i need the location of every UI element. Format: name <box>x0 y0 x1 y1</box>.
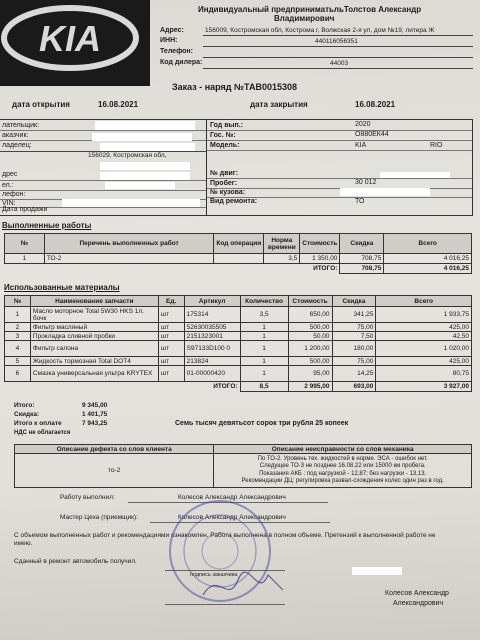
works-table <box>4 233 472 274</box>
mileage-value: 30 012 <box>355 179 377 186</box>
performed-label: Работу выполнил: <box>60 494 115 501</box>
sale-date-label: Дата продажи <box>2 206 48 213</box>
mechanic-note: Рекомендации ДЦ: регулировка развал-схождения колес один раз в год. <box>241 478 444 484</box>
open-date: 16.08.2021 <box>98 100 139 109</box>
signature-caption: подпись заказчика <box>190 572 238 578</box>
materials-header-discount: Скидка <box>332 296 376 307</box>
phone-label: Телефон: <box>160 48 193 55</box>
total-in-words: Семь тысяч девятьсот сорок три рубля 25 копеек <box>175 420 349 427</box>
close-date-label: дата закрытия <box>250 100 308 109</box>
materials-header-unit: Ед. <box>158 296 184 307</box>
defects-client-header: Описание дефекта со слов клиента <box>15 445 214 454</box>
discount-value: 1 401,75 <box>82 411 108 418</box>
redaction <box>380 172 450 178</box>
works-section-title: Выполненные работы <box>2 221 92 230</box>
materials-section-title: Использованные материалы <box>4 283 120 292</box>
engine-label: № двиг: <box>210 170 239 177</box>
dealer-value: 44003 <box>330 60 349 67</box>
defects-mechanic-header: Описание неисправности со слов механика <box>214 445 472 454</box>
final-name-2: Александрович <box>393 600 444 607</box>
repair-type-label: Вид ремонта: <box>210 198 258 205</box>
plate-label: Гос. №: <box>210 132 236 139</box>
materials-header-article: Артикул <box>184 296 240 307</box>
company-name-line1: Индивидуальный предприниматьльТолстов Александр <box>198 5 422 14</box>
address-label: Адрес: <box>160 27 184 34</box>
nds-note: НДС не облагается <box>14 430 71 436</box>
year-label: Год вып.: <box>210 122 243 129</box>
works-header-norm: Норма времени <box>264 234 300 254</box>
svg-text:KIA: KIA <box>39 18 101 59</box>
materials-header-num: № <box>5 296 31 307</box>
open-date-label: дата открытия <box>12 100 70 109</box>
agreement-text: С объемом выполненных работ и рекомендациями ознакомлен. Работа выполнена в полном объеме. Претензий к выполненной работе не <box>14 532 436 539</box>
year-value: 2020 <box>355 121 371 128</box>
model-make: KIA <box>355 142 367 149</box>
owner-label: ладелец: <box>2 142 32 149</box>
redaction <box>100 162 190 170</box>
materials-header-qty: Количество <box>240 296 288 307</box>
close-date: 16.08.2021 <box>355 100 396 109</box>
materials-header-cost: Стоимость <box>288 296 332 307</box>
pay-label: Итого к оплате <box>14 420 62 427</box>
body-number-label: № кузова: <box>210 189 246 196</box>
table-row: 3 Прокладка сливной пробки шт 2151323001 1 50,00 7,50 42,50 <box>5 332 472 341</box>
model-label: Модель: <box>210 142 240 149</box>
address-value: 156009, Костромская обл, Кострома г, Волжская 2-я ул, дом №19, литера Ж <box>205 27 435 34</box>
kia-logo-icon <box>0 0 150 86</box>
itogo-value: 9 345,00 <box>82 402 108 409</box>
materials-total-row: ИТОГО: 8,5 2 995,00 693,00 3 927,00 <box>5 382 472 392</box>
works-header-code: Код операции <box>214 234 264 254</box>
signature-scribble-icon <box>198 560 288 610</box>
works-header-name: Перечень выполненных работ <box>44 234 214 254</box>
mechanic-note: По ТО-2. Уровень тех. жидкостей в норме. ЭСА - ошибок нет. <box>257 455 428 462</box>
vin-label: VIN: <box>2 200 16 207</box>
client-phone2-label: лефон: <box>2 191 26 198</box>
client-phone-label: ел.: <box>2 182 14 189</box>
kia-logo <box>0 0 150 86</box>
owner-address: 156029, Костромская обл, <box>88 152 167 159</box>
table-row: 2 Фильтр масляный шт 52630035505 1 500,00 75,00 425,00 <box>5 323 472 332</box>
mechanic-note: Следущее ТО-3 не позднее 16.08.22 или 15000 км пробега. <box>259 463 426 469</box>
works-header-num: № <box>5 234 45 254</box>
inn-label: ИНН: <box>160 37 178 44</box>
redaction <box>95 121 195 130</box>
master-label: Мастер Цеха (приемщик): <box>60 514 138 521</box>
defects-table <box>14 444 472 488</box>
order-title: Заказ - наряд №ТАВ0015308 <box>172 82 298 92</box>
mechanic-note: Показания АКБ : под нагрузкой - 12,87; без нагрузки - 13,13. <box>259 470 427 477</box>
mileage-label: Пробег: <box>210 180 238 187</box>
discount-label: Скидка: <box>14 411 40 418</box>
materials-table <box>4 295 472 392</box>
agreement-text-2: имею. <box>14 540 33 547</box>
pay-value: 7 943,25 <box>82 420 108 427</box>
final-name-1: Колесов Александр <box>385 590 449 597</box>
table-row: то-2 По ТО-2. Уровень тех. жидкостей в норме. ЭСА - ошибок нет. Следущее ТО-3 не позднее 16.08.22 или 15000 км пробега. Показания АКБ : под нагрузкой - 12,87; без нагрузки - 13,13. Рекомендации ДЦ: регулировка развал-схождения колес один раз в год. <box>15 454 472 488</box>
repair-type-value: ТО <box>355 198 365 205</box>
redaction <box>100 143 195 151</box>
works-header-total: Всего <box>384 234 472 254</box>
plate-value: О880ЕК44 <box>355 131 389 138</box>
company-name-line2: Владимирович <box>274 14 335 23</box>
works-total-row: ИТОГО: 708,75 4 016,25 <box>5 264 472 274</box>
performed-name: Колесов Александр Александрович <box>178 494 286 501</box>
materials-header-total: Всего <box>376 296 472 307</box>
redaction <box>92 133 192 141</box>
itogo-label: Итого: <box>14 402 35 409</box>
redaction <box>352 567 402 575</box>
works-header-cost: Стоимость <box>300 234 340 254</box>
table-row: 1 Масло моторное Total 5W30 HKS 1л. бочк шт 175314 3,5 650,00 341,25 1 933,75 <box>5 307 472 323</box>
table-row: 4 Фильтр салона шт S97133D100 0 1 1 200,00 180,00 1 020,00 <box>5 341 472 357</box>
payer-label: лательщик: <box>2 122 40 129</box>
master-name: Колесов Александр Александрович <box>178 514 286 521</box>
received-label: Сданный в ремонт автомобиль получил. <box>14 558 137 565</box>
redaction <box>105 182 175 189</box>
table-row: 5 Жидкость тормозная Total DOT4 шт 213824 1 500,00 75,00 425,00 <box>5 357 472 366</box>
redaction <box>340 188 430 196</box>
dealer-label: Код дилера: <box>160 59 203 66</box>
model-name: RIO <box>430 142 443 149</box>
works-header-discount: Скидка <box>340 234 384 254</box>
redaction <box>62 199 200 207</box>
redaction <box>100 172 190 180</box>
table-row: 6 Смазка универсальная ультра KRYTEX шт 01-00000420 1 95,00 14,25 80,75 <box>5 366 472 382</box>
materials-header-name: Наименование запчасти <box>30 296 158 307</box>
customer-label: аказчик: <box>2 132 29 139</box>
inn-value: 440116056351 <box>315 38 358 45</box>
table-row: 1 ТО-2 3,5 1 350,00 708,75 4 016,25 <box>5 254 472 264</box>
address-client-label: дрес <box>2 171 18 178</box>
